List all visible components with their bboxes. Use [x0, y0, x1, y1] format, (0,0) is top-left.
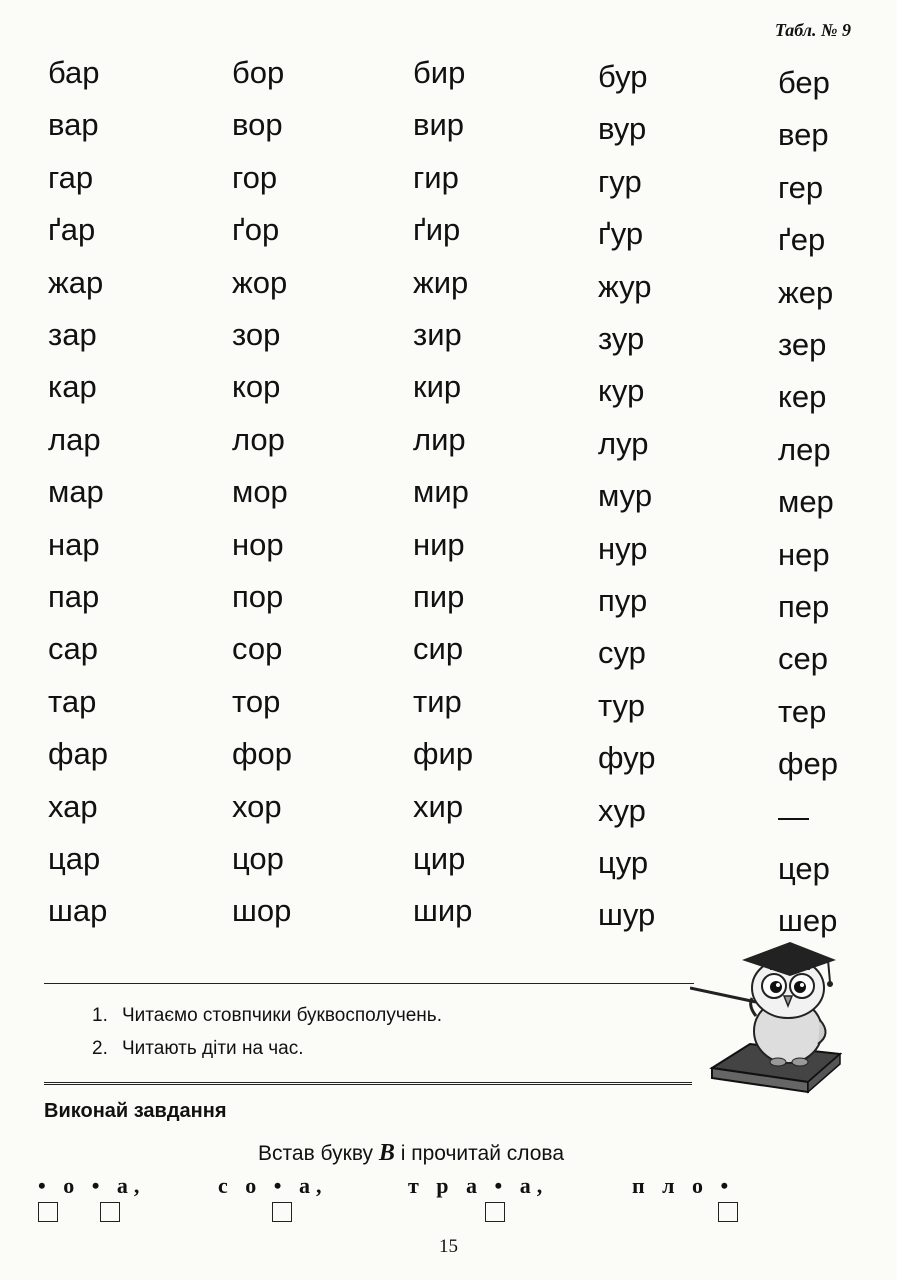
- syllable-cell: ґар: [48, 212, 96, 248]
- syllable-cell: сир: [413, 631, 464, 667]
- task-subtitle: [258, 1140, 564, 1167]
- answer-box[interactable]: [38, 1202, 58, 1222]
- syllable-cell: зур: [598, 321, 645, 356]
- syllable-cell: бир: [413, 55, 466, 90]
- syllable-cell: кор: [232, 369, 281, 405]
- syllable-cell: кур: [598, 373, 645, 409]
- syllable-cell: пор: [232, 579, 284, 614]
- task-subtitle-letter: В: [378, 1140, 395, 1166]
- syllable-cell: фер: [778, 746, 838, 782]
- syllable-cell: шер: [778, 903, 838, 939]
- syllable-cell: тор: [232, 683, 281, 719]
- syllable-cell: гер: [778, 169, 824, 205]
- syllable-cell: нер: [778, 536, 830, 572]
- syllable-cell: ґер: [778, 222, 826, 258]
- syllable-cell: жар: [48, 264, 104, 300]
- syllable-cell: гар: [48, 159, 94, 195]
- table-number-label: Табл. № 9: [774, 20, 851, 40]
- syllable-cell: бор: [232, 55, 285, 90]
- syllable-cell: мор: [232, 474, 288, 510]
- syllable-cell: зар: [48, 317, 97, 352]
- syllable-cell: жер: [778, 274, 834, 310]
- syllable-cell: вер: [778, 117, 829, 153]
- syllable-cell: гир: [413, 159, 459, 195]
- syllable-cell: цер: [778, 851, 830, 886]
- task-subtitle-text-end: і прочитай слова: [394, 1142, 565, 1165]
- syllable-cell: гур: [598, 163, 642, 199]
- owl-teacher-icon: [690, 936, 870, 1101]
- instruction-text: Читають діти на час.: [122, 1038, 304, 1059]
- syllable-cell: —: [778, 798, 809, 834]
- instruction-item: [92, 1039, 442, 1058]
- syllable-cell: вор: [232, 107, 283, 143]
- syllable-cell: фир: [413, 736, 474, 772]
- syllable-cell: тур: [598, 687, 645, 723]
- syllable-cell: шур: [598, 897, 656, 933]
- syllable-cell: цир: [413, 841, 466, 876]
- syllable-cell: хир: [413, 788, 464, 824]
- answer-box[interactable]: [272, 1202, 292, 1222]
- answer-box[interactable]: [100, 1202, 120, 1222]
- divider-line-bottom: [44, 1082, 692, 1085]
- instruction-number: 1.: [92, 1005, 108, 1026]
- syllable-cell: зер: [778, 327, 827, 362]
- syllable-cell: вар: [48, 107, 99, 143]
- fill-word: т р а • а,: [408, 1173, 549, 1198]
- syllable-cell: вир: [413, 107, 465, 143]
- syllable-cell: жур: [598, 268, 652, 304]
- task-title: Виконай завдання: [44, 1100, 227, 1122]
- syllable-cell: шор: [232, 893, 292, 929]
- syllable-cell: цур: [598, 845, 649, 880]
- instruction-text: Читаємо стовпчики буквосполучень.: [122, 1005, 442, 1026]
- syllable-cell: жир: [413, 264, 469, 300]
- syllable-cell: фор: [232, 736, 292, 772]
- syllable-cell: тар: [48, 683, 97, 719]
- syllable-cell: мар: [48, 474, 104, 510]
- syllable-cell: гор: [232, 159, 278, 195]
- task-subtitle-text: Встав букву: [258, 1142, 379, 1165]
- syllable-cell: фур: [598, 740, 656, 776]
- syllable-cell: тир: [413, 683, 462, 719]
- syllable-cell: нур: [598, 530, 648, 566]
- syllable-cell: лер: [778, 431, 831, 467]
- answer-box[interactable]: [485, 1202, 505, 1222]
- syllable-cell: бур: [598, 59, 648, 94]
- syllable-cell: пар: [48, 579, 100, 614]
- fill-word: с о • а,: [218, 1173, 328, 1198]
- syllable-cell: ґур: [598, 216, 644, 252]
- syllable-cell: зир: [413, 317, 462, 352]
- syllable-cell: бер: [778, 65, 830, 100]
- syllable-cell: кир: [413, 369, 462, 405]
- instruction-list: [92, 1006, 442, 1072]
- syllable-cell: хар: [48, 788, 98, 824]
- fill-word: • о • а,: [38, 1173, 146, 1198]
- syllable-cell: жор: [232, 264, 288, 300]
- syllable-cell: ґир: [413, 212, 461, 248]
- syllable-cell: кер: [778, 379, 827, 415]
- syllable-cell: кар: [48, 369, 97, 405]
- syllable-cell: фар: [48, 736, 108, 772]
- answer-box[interactable]: [718, 1202, 738, 1222]
- syllable-cell: бар: [48, 55, 100, 90]
- syllable-cell: хур: [598, 792, 646, 828]
- syllable-cell: шар: [48, 893, 108, 929]
- syllable-cell: сер: [778, 641, 828, 677]
- syllable-cell: сур: [598, 635, 646, 671]
- syllable-cell: мер: [778, 484, 834, 520]
- syllable-cell: шир: [413, 893, 473, 929]
- syllable-cell: хор: [232, 788, 282, 824]
- syllable-cell: сор: [232, 631, 283, 667]
- syllable-cell: мур: [598, 478, 653, 514]
- instruction-number: 2.: [92, 1038, 108, 1059]
- syllable-cell: лур: [598, 425, 649, 461]
- page-number: 15: [439, 1236, 458, 1257]
- syllable-cell: лор: [232, 421, 285, 457]
- syllable-cell: цор: [232, 841, 284, 876]
- syllable-cell: вур: [598, 111, 647, 147]
- syllable-cell: пир: [413, 579, 465, 614]
- fill-word: п л о •: [632, 1173, 735, 1198]
- instruction-item: [92, 1006, 442, 1025]
- syllable-cell: цар: [48, 841, 101, 876]
- syllable-cell: лир: [413, 421, 466, 457]
- syllable-cell: зор: [232, 317, 281, 352]
- syllable-cell: мир: [413, 474, 469, 510]
- syllable-cell: пер: [778, 589, 830, 624]
- divider-line-top: [44, 983, 694, 984]
- syllable-cell: тер: [778, 693, 827, 729]
- syllable-cell: нар: [48, 526, 100, 562]
- syllable-cell: нор: [232, 526, 284, 562]
- syllable-cell: нир: [413, 526, 465, 562]
- syllable-cell: пур: [598, 583, 648, 618]
- syllable-cell: сар: [48, 631, 98, 667]
- syllable-cell: лар: [48, 421, 101, 457]
- syllable-cell: ґор: [232, 212, 280, 248]
